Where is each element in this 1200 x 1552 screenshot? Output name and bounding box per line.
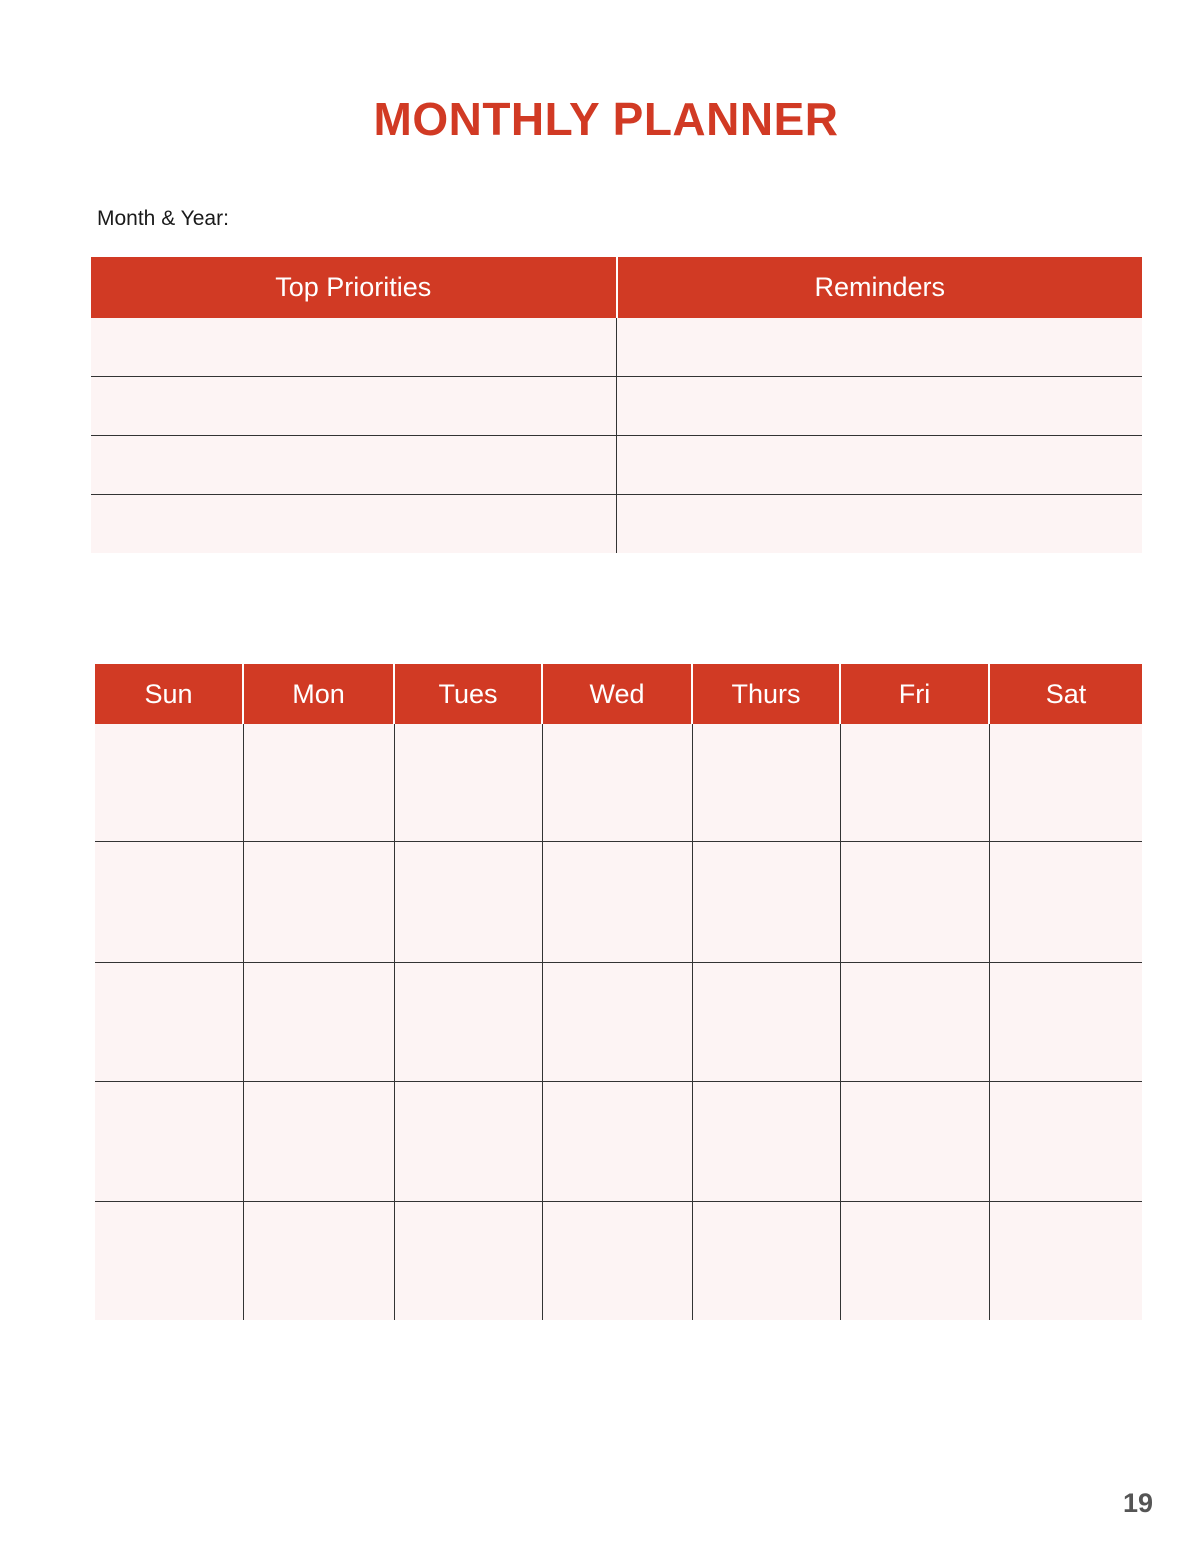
day-cell[interactable] xyxy=(395,963,543,1081)
priorities-header-row xyxy=(91,257,1142,318)
day-cell[interactable] xyxy=(841,963,990,1081)
priorities-body xyxy=(91,318,1142,553)
day-cell[interactable] xyxy=(693,842,841,962)
priorities-table xyxy=(91,257,1142,553)
day-cell[interactable] xyxy=(990,842,1142,962)
reminder-cell[interactable] xyxy=(617,436,1142,494)
day-cell[interactable] xyxy=(95,963,244,1081)
day-cell[interactable] xyxy=(395,842,543,962)
day-cell[interactable] xyxy=(244,842,395,962)
day-cell[interactable] xyxy=(990,1202,1142,1320)
day-cell[interactable] xyxy=(244,963,395,1081)
day-cell[interactable] xyxy=(543,963,693,1081)
priority-cell[interactable] xyxy=(91,318,617,376)
reminder-cell[interactable] xyxy=(617,495,1142,553)
day-cell[interactable] xyxy=(244,1202,395,1320)
reminder-cell[interactable] xyxy=(617,318,1142,376)
day-cell[interactable] xyxy=(990,1082,1142,1201)
calendar-week-row xyxy=(95,962,1142,1081)
day-cell[interactable] xyxy=(990,724,1142,841)
day-header-wed: Wed xyxy=(543,664,693,724)
day-cell[interactable] xyxy=(395,1082,543,1201)
day-cell[interactable] xyxy=(841,1082,990,1201)
day-header-thurs: Thurs xyxy=(693,664,841,724)
calendar-grid xyxy=(95,664,1142,1320)
day-cell[interactable] xyxy=(395,1202,543,1320)
day-cell[interactable] xyxy=(693,1202,841,1320)
calendar-header-row xyxy=(95,664,1142,724)
calendar-week-row xyxy=(95,1081,1142,1201)
page-number: 19 xyxy=(1122,1488,1153,1518)
day-cell[interactable] xyxy=(244,724,395,841)
priorities-row xyxy=(91,376,1142,435)
priority-cell[interactable] xyxy=(91,436,617,494)
day-cell[interactable] xyxy=(990,963,1142,1081)
day-cell[interactable] xyxy=(95,724,244,841)
priorities-row xyxy=(91,494,1142,553)
day-cell[interactable] xyxy=(95,1202,244,1320)
calendar-week-row xyxy=(95,724,1142,841)
day-header-fri: Fri xyxy=(841,664,990,724)
day-cell[interactable] xyxy=(693,1082,841,1201)
page-title: MONTHLY PLANNER xyxy=(373,93,839,145)
day-cell[interactable] xyxy=(693,724,841,841)
month-year-label: Month & Year: xyxy=(97,207,229,230)
day-cell[interactable] xyxy=(543,842,693,962)
day-cell[interactable] xyxy=(841,1202,990,1320)
day-header-sun: Sun xyxy=(95,664,244,724)
priorities-row xyxy=(91,435,1142,494)
day-cell[interactable] xyxy=(841,842,990,962)
day-header-tues: Tues xyxy=(395,664,543,724)
day-cell[interactable] xyxy=(543,1202,693,1320)
day-cell[interactable] xyxy=(244,1082,395,1201)
priority-cell[interactable] xyxy=(91,495,617,553)
day-cell[interactable] xyxy=(543,724,693,841)
top-priorities-header: Top Priorities xyxy=(91,257,618,318)
day-cell[interactable] xyxy=(841,724,990,841)
reminders-header: Reminders xyxy=(814,272,946,302)
day-header-mon: Mon xyxy=(244,664,395,724)
calendar-week-row xyxy=(95,1201,1142,1320)
day-header-sat: Sat xyxy=(1045,678,1087,709)
priorities-row xyxy=(91,318,1142,376)
priority-cell[interactable] xyxy=(91,377,617,435)
reminder-cell[interactable] xyxy=(617,377,1142,435)
day-cell[interactable] xyxy=(693,963,841,1081)
calendar-week-row xyxy=(95,841,1142,962)
day-cell[interactable] xyxy=(95,842,244,962)
day-cell[interactable] xyxy=(95,1082,244,1201)
day-cell[interactable] xyxy=(543,1082,693,1201)
day-cell[interactable] xyxy=(395,724,543,841)
